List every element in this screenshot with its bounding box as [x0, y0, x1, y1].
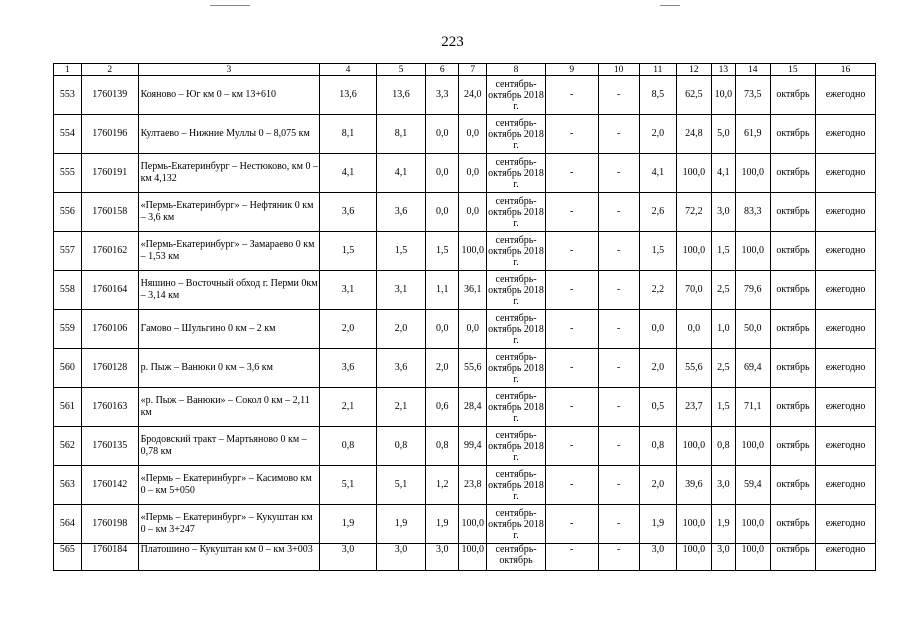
frequency: ежегодно [816, 349, 876, 388]
column-header: 16 [816, 64, 876, 76]
cell-col4: 5,1 [320, 466, 377, 505]
cell-col4: 3,6 [320, 349, 377, 388]
row-number: 553 [54, 76, 82, 115]
column-header: 7 [459, 64, 487, 76]
cell-col11: 0,8 [639, 427, 676, 466]
cell-col10: - [598, 76, 639, 115]
period: сентябрь-октябрь [487, 544, 546, 571]
road-code: 1760184 [81, 544, 138, 571]
frequency: ежегодно [816, 76, 876, 115]
cell-col11: 1,5 [639, 232, 676, 271]
column-header: 13 [711, 64, 735, 76]
cell-col11: 0,0 [639, 310, 676, 349]
road-code: 1760158 [81, 193, 138, 232]
cell-col5: 4,1 [376, 154, 426, 193]
period: сентябрь-октябрь 2018 г. [487, 505, 546, 544]
header-rule-left [210, 5, 250, 6]
road-name: р. Пыж – Ванюки 0 км – 3,6 км [138, 349, 320, 388]
month: октябрь [770, 193, 815, 232]
cell-col5: 3,0 [376, 544, 426, 571]
period: сентябрь-октябрь 2018 г. [487, 310, 546, 349]
cell-col10: - [598, 388, 639, 427]
road-name: Няшино – Восточный обход г. Перми 0км – 3,14 км [138, 271, 320, 310]
road-name: Бродовский тракт – Мартьяново 0 км – 0,78 км [138, 427, 320, 466]
cell-col6: 3,0 [426, 544, 459, 571]
cell-col5: 3,1 [376, 271, 426, 310]
road-code: 1760106 [81, 310, 138, 349]
cell-col7: 55,6 [459, 349, 487, 388]
cell-col13: 4,1 [711, 154, 735, 193]
cell-col4: 1,9 [320, 505, 377, 544]
period: сентябрь-октябрь 2018 г. [487, 115, 546, 154]
cell-col10: - [598, 154, 639, 193]
cell-col4: 1,5 [320, 232, 377, 271]
cell-col11: 2,0 [639, 349, 676, 388]
road-code: 1760163 [81, 388, 138, 427]
month: октябрь [770, 115, 815, 154]
cell-col4: 3,0 [320, 544, 377, 571]
cell-col4: 3,6 [320, 193, 377, 232]
table-row [54, 115, 876, 154]
cell-col14: 69,4 [735, 349, 770, 388]
frequency: ежегодно [816, 466, 876, 505]
cell-col7: 0,0 [459, 154, 487, 193]
cell-col14: 100,0 [735, 427, 770, 466]
cell-col6: 0,8 [426, 427, 459, 466]
table-row [54, 349, 876, 388]
table-row [54, 193, 876, 232]
cell-col6: 1,1 [426, 271, 459, 310]
cell-col12: 39,6 [676, 466, 711, 505]
cell-col11: 0,5 [639, 388, 676, 427]
cell-col5: 0,8 [376, 427, 426, 466]
cell-col6: 0,0 [426, 154, 459, 193]
period: сентябрь-октябрь 2018 г. [487, 154, 546, 193]
column-header: 1 [54, 64, 82, 76]
cell-col13: 5,0 [711, 115, 735, 154]
cell-col12: 70,0 [676, 271, 711, 310]
row-number: 554 [54, 115, 82, 154]
cell-col9: - [545, 310, 598, 349]
row-number: 563 [54, 466, 82, 505]
cell-col10: - [598, 544, 639, 571]
cell-col12: 0,0 [676, 310, 711, 349]
cell-col11: 2,2 [639, 271, 676, 310]
cell-col12: 23,7 [676, 388, 711, 427]
frequency: ежегодно [816, 271, 876, 310]
table-row [54, 154, 876, 193]
cell-col10: - [598, 505, 639, 544]
cell-col9: - [545, 544, 598, 571]
road-name: Култаево – Нижние Муллы 0 – 8,075 км [138, 115, 320, 154]
column-header: 12 [676, 64, 711, 76]
row-number: 564 [54, 505, 82, 544]
cell-col10: - [598, 193, 639, 232]
cell-col7: 0,0 [459, 193, 487, 232]
road-code: 1760164 [81, 271, 138, 310]
road-code: 1760196 [81, 115, 138, 154]
month: октябрь [770, 505, 815, 544]
cell-col4: 3,1 [320, 271, 377, 310]
column-header: 15 [770, 64, 815, 76]
cell-col7: 100,0 [459, 544, 487, 571]
cell-col4: 4,1 [320, 154, 377, 193]
cell-col12: 100,0 [676, 232, 711, 271]
cell-col9: - [545, 349, 598, 388]
cell-col14: 100,0 [735, 154, 770, 193]
cell-col11: 2,6 [639, 193, 676, 232]
table-row [54, 232, 876, 271]
frequency: ежегодно [816, 388, 876, 427]
cell-col9: - [545, 76, 598, 115]
row-number: 561 [54, 388, 82, 427]
cell-col5: 2,1 [376, 388, 426, 427]
cell-col10: - [598, 466, 639, 505]
cell-col14: 83,3 [735, 193, 770, 232]
cell-col14: 100,0 [735, 232, 770, 271]
row-number: 558 [54, 271, 82, 310]
column-header: 2 [81, 64, 138, 76]
row-number: 556 [54, 193, 82, 232]
cell-col7: 23,8 [459, 466, 487, 505]
cell-col11: 1,9 [639, 505, 676, 544]
road-name: Пермь-Екатеринбург – Нестюково, км 0 – км 4,132 [138, 154, 320, 193]
period: сентябрь-октябрь 2018 г. [487, 466, 546, 505]
road-name: Гамово – Шульгино 0 км – 2 км [138, 310, 320, 349]
cell-col10: - [598, 115, 639, 154]
column-header: 11 [639, 64, 676, 76]
road-name: «р. Пыж – Ванюки» – Сокол 0 км – 2,11 км [138, 388, 320, 427]
cell-col12: 55,6 [676, 349, 711, 388]
cell-col10: - [598, 427, 639, 466]
column-header: 10 [598, 64, 639, 76]
cell-col4: 13,6 [320, 76, 377, 115]
cell-col9: - [545, 193, 598, 232]
month: октябрь [770, 427, 815, 466]
cell-col7: 100,0 [459, 505, 487, 544]
cell-col12: 24,8 [676, 115, 711, 154]
frequency: ежегодно [816, 544, 876, 571]
cell-col4: 0,8 [320, 427, 377, 466]
road-code: 1760139 [81, 76, 138, 115]
cell-col7: 100,0 [459, 232, 487, 271]
cell-col4: 2,1 [320, 388, 377, 427]
cell-col5: 1,9 [376, 505, 426, 544]
cell-col5: 3,6 [376, 193, 426, 232]
road-code: 1760135 [81, 427, 138, 466]
cell-col9: - [545, 466, 598, 505]
cell-col6: 0,6 [426, 388, 459, 427]
cell-col11: 3,0 [639, 544, 676, 571]
cell-col13: 1,0 [711, 310, 735, 349]
cell-col7: 0,0 [459, 115, 487, 154]
column-header: 8 [487, 64, 546, 76]
road-code: 1760128 [81, 349, 138, 388]
month: октябрь [770, 271, 815, 310]
cell-col7: 28,4 [459, 388, 487, 427]
cell-col9: - [545, 505, 598, 544]
month: октябрь [770, 154, 815, 193]
cell-col13: 3,0 [711, 466, 735, 505]
road-name: «Пермь-Екатеринбург» – Замараево 0 км – 1,53 км [138, 232, 320, 271]
cell-col11: 8,5 [639, 76, 676, 115]
cell-col12: 100,0 [676, 427, 711, 466]
road-code: 1760198 [81, 505, 138, 544]
period: сентябрь-октябрь 2018 г. [487, 232, 546, 271]
cell-col5: 13,6 [376, 76, 426, 115]
cell-col12: 100,0 [676, 505, 711, 544]
cell-col14: 79,6 [735, 271, 770, 310]
column-header: 5 [376, 64, 426, 76]
cell-col10: - [598, 310, 639, 349]
cell-col13: 2,5 [711, 271, 735, 310]
month: октябрь [770, 76, 815, 115]
road-name: «Пермь – Екатеринбург» – Касимово км 0 – км 5+050 [138, 466, 320, 505]
frequency: ежегодно [816, 310, 876, 349]
frequency: ежегодно [816, 505, 876, 544]
column-header: 3 [138, 64, 320, 76]
frequency: ежегодно [816, 154, 876, 193]
cell-col7: 99,4 [459, 427, 487, 466]
cell-col12: 72,2 [676, 193, 711, 232]
cell-col9: - [545, 427, 598, 466]
row-number: 565 [54, 544, 82, 571]
cell-col6: 0,0 [426, 115, 459, 154]
road-name: «Пермь – Екатеринбург» – Кукуштан км 0 – км 3+247 [138, 505, 320, 544]
road-name: «Пермь-Екатеринбург» – Нефтяник 0 км – 3,6 км [138, 193, 320, 232]
cell-col12: 100,0 [676, 544, 711, 571]
row-number: 557 [54, 232, 82, 271]
cell-col13: 10,0 [711, 76, 735, 115]
cell-col14: 61,9 [735, 115, 770, 154]
road-table [53, 63, 876, 571]
frequency: ежегодно [816, 115, 876, 154]
cell-col13: 1,5 [711, 388, 735, 427]
table-row [54, 76, 876, 115]
cell-col6: 3,3 [426, 76, 459, 115]
cell-col6: 1,5 [426, 232, 459, 271]
period: сентябрь-октябрь 2018 г. [487, 76, 546, 115]
cell-col11: 4,1 [639, 154, 676, 193]
row-number: 560 [54, 349, 82, 388]
cell-col5: 3,6 [376, 349, 426, 388]
cell-col5: 5,1 [376, 466, 426, 505]
cell-col7: 0,0 [459, 310, 487, 349]
column-header: 14 [735, 64, 770, 76]
cell-col9: - [545, 154, 598, 193]
cell-col7: 24,0 [459, 76, 487, 115]
cell-col14: 73,5 [735, 76, 770, 115]
column-header: 6 [426, 64, 459, 76]
cell-col6: 0,0 [426, 310, 459, 349]
period: сентябрь-октябрь 2018 г. [487, 427, 546, 466]
table-row [54, 544, 876, 571]
cell-col10: - [598, 349, 639, 388]
cell-col11: 2,0 [639, 115, 676, 154]
header-row [54, 64, 876, 76]
cell-col9: - [545, 232, 598, 271]
period: сентябрь-октябрь 2018 г. [487, 388, 546, 427]
column-header: 4 [320, 64, 377, 76]
cell-col4: 8,1 [320, 115, 377, 154]
frequency: ежегодно [816, 193, 876, 232]
table-row [54, 388, 876, 427]
cell-col13: 2,5 [711, 349, 735, 388]
table-row [54, 427, 876, 466]
frequency: ежегодно [816, 232, 876, 271]
cell-col13: 1,5 [711, 232, 735, 271]
row-number: 555 [54, 154, 82, 193]
cell-col13: 3,0 [711, 193, 735, 232]
cell-col4: 2,0 [320, 310, 377, 349]
cell-col12: 62,5 [676, 76, 711, 115]
month: октябрь [770, 310, 815, 349]
road-code: 1760191 [81, 154, 138, 193]
cell-col12: 100,0 [676, 154, 711, 193]
road-code: 1760142 [81, 466, 138, 505]
cell-col14: 59,4 [735, 466, 770, 505]
cell-col6: 1,2 [426, 466, 459, 505]
cell-col14: 100,0 [735, 544, 770, 571]
cell-col6: 0,0 [426, 193, 459, 232]
cell-col5: 2,0 [376, 310, 426, 349]
period: сентябрь-октябрь 2018 г. [487, 193, 546, 232]
cell-col7: 36,1 [459, 271, 487, 310]
column-header: 9 [545, 64, 598, 76]
cell-col6: 1,9 [426, 505, 459, 544]
table-row [54, 271, 876, 310]
page-number: 223 [441, 34, 464, 50]
header-rule-right [660, 5, 680, 6]
road-name: Кояново – Юг км 0 – км 13+610 [138, 76, 320, 115]
period: сентябрь-октябрь 2018 г. [487, 271, 546, 310]
row-number: 559 [54, 310, 82, 349]
cell-col13: 1,9 [711, 505, 735, 544]
cell-col9: - [545, 271, 598, 310]
cell-col6: 2,0 [426, 349, 459, 388]
cell-col14: 50,0 [735, 310, 770, 349]
cell-col5: 8,1 [376, 115, 426, 154]
cell-col14: 100,0 [735, 505, 770, 544]
cell-col10: - [598, 232, 639, 271]
cell-col13: 3,0 [711, 544, 735, 571]
period: сентябрь-октябрь 2018 г. [487, 349, 546, 388]
cell-col13: 0,8 [711, 427, 735, 466]
cell-col9: - [545, 388, 598, 427]
table-row [54, 466, 876, 505]
cell-col10: - [598, 271, 639, 310]
month: октябрь [770, 544, 815, 571]
cell-col11: 2,0 [639, 466, 676, 505]
month: октябрь [770, 388, 815, 427]
frequency: ежегодно [816, 427, 876, 466]
month: октябрь [770, 232, 815, 271]
table-row [54, 310, 876, 349]
cell-col5: 1,5 [376, 232, 426, 271]
table-row [54, 505, 876, 544]
month: октябрь [770, 466, 815, 505]
road-code: 1760162 [81, 232, 138, 271]
road-name: Платошино – Кукуштан км 0 – км 3+003 [138, 544, 320, 571]
month: октябрь [770, 349, 815, 388]
cell-col14: 71,1 [735, 388, 770, 427]
row-number: 562 [54, 427, 82, 466]
cell-col9: - [545, 115, 598, 154]
